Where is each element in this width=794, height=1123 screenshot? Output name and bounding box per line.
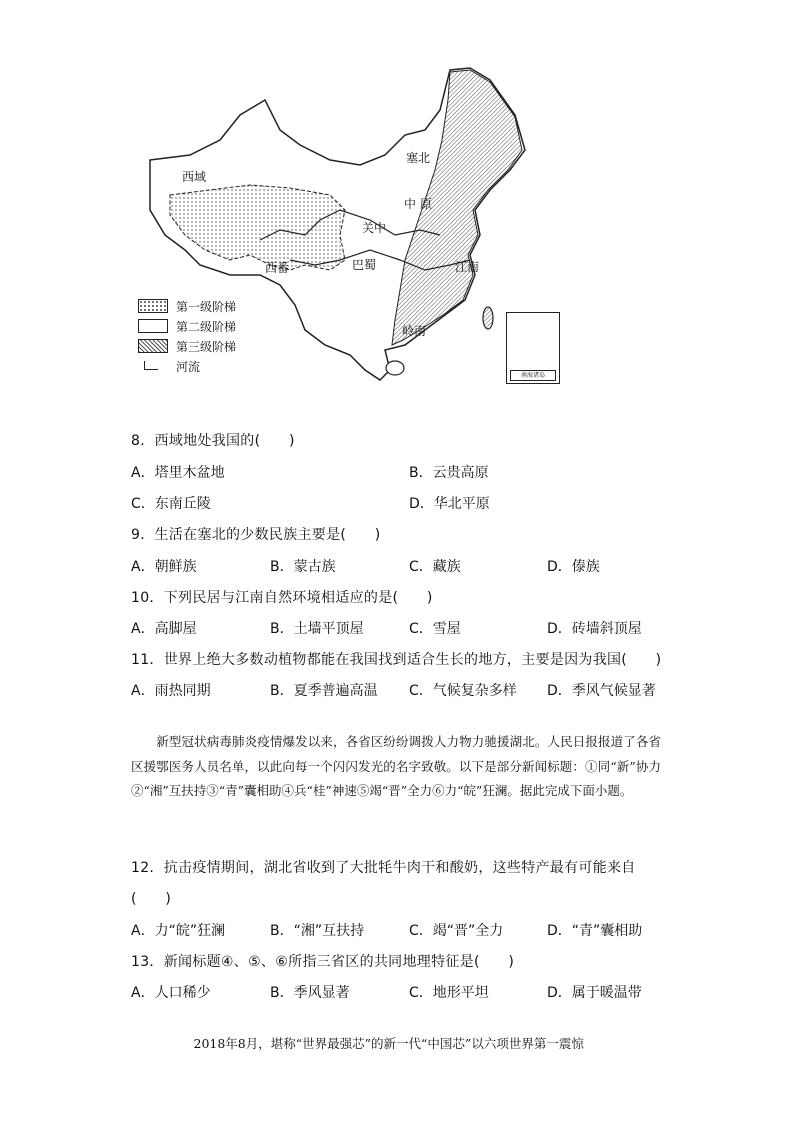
q8-option-c[interactable]: C．东南丘陵 <box>131 496 211 512</box>
label-bashu: 巴蜀 <box>352 258 377 272</box>
q9-option-d[interactable]: D．傣族 <box>547 559 600 575</box>
passage-covid: 新型冠状病毒肺炎疫情爆发以来，各省区纷纷调拨人力物力驰援湖北。人民日报报道了各省区援鄂医务人员名单，以此向每一个闪闪发光的名字致敬。以下是部分新闻标题：①同“新”协力②“湘”互扶持③“青”囊相助④兵“桂”神速⑤竭“晋”全力⑥力“皖”狂澜。据此完成下面小题。 <box>131 734 661 798</box>
label-zhongyuan: 中 原 <box>404 197 432 211</box>
q8-option-a[interactable]: A．塔里木盆地 <box>131 465 225 481</box>
question-12: 12．抗击疫情期间，湖北省收到了大批牦牛肉干和酸奶，这些特产最有可能来自 <box>131 860 636 876</box>
q11-option-b[interactable]: B．夏季普遍高温 <box>270 683 378 699</box>
plain-swatch <box>138 319 168 333</box>
q11-option-c[interactable]: C．气候复杂多样 <box>409 683 517 699</box>
label-jiangnan: 江南 <box>455 260 480 274</box>
q13-option-c[interactable]: C．地形平坦 <box>409 985 489 1001</box>
inset-label: 南海诸岛 <box>510 370 556 381</box>
label-lingnan: 岭南 <box>402 324 427 338</box>
q10-option-c[interactable]: C．雪屋 <box>409 621 461 637</box>
q10-option-b[interactable]: B．土墙平顶屋 <box>270 621 364 637</box>
q11-option-a[interactable]: A．雨热同期 <box>131 683 211 699</box>
q8-option-b[interactable]: B．云贵高原 <box>409 465 489 481</box>
label-guanzhong: 关中 <box>362 221 387 235</box>
question-9: 9．生活在塞北的少数民族主要是( ) <box>131 527 381 543</box>
q10-option-d[interactable]: D．砖墙斜顶屋 <box>547 621 642 637</box>
q12-option-d[interactable]: D．“青”囊相助 <box>547 923 643 939</box>
label-xifan: 西番 <box>265 261 290 275</box>
taiwan-island <box>483 307 493 329</box>
hainan-island <box>386 361 404 375</box>
dotted-swatch <box>138 299 168 313</box>
legend-step2: 第二级阶梯 <box>138 316 236 336</box>
q11-option-d[interactable]: D．季风气候显著 <box>547 683 656 699</box>
q12-option-b[interactable]: B．“湘”互扶持 <box>270 923 365 939</box>
south-china-sea-inset <box>506 312 560 384</box>
question-8: 8．西域地处我国的( ) <box>131 433 295 449</box>
legend-step3: 第三级阶梯 <box>138 336 236 356</box>
q9-option-b[interactable]: B．蒙古族 <box>270 559 336 575</box>
q13-option-a[interactable]: A．人口稀少 <box>131 985 211 1001</box>
q9-option-c[interactable]: C．藏族 <box>409 559 461 575</box>
q8-option-d[interactable]: D．华北平原 <box>409 496 490 512</box>
label-xiyu: 西域 <box>182 170 207 184</box>
q12-option-a[interactable]: A．力“皖”狂澜 <box>131 923 226 939</box>
question-11: 11．世界上绝大多数动植物都能在我国找到适合生长的地方，主要是因为我国( ) <box>131 652 662 668</box>
legend-step1: 第一级阶梯 <box>138 296 236 316</box>
q13-option-b[interactable]: B．季风显著 <box>270 985 350 1001</box>
legend-river: 河流 <box>138 356 236 376</box>
q13-option-d[interactable]: D．属于暖温带 <box>547 985 642 1001</box>
label-saibei: 塞北 <box>406 151 431 165</box>
passage-chip: 2018年8月，堪称“世界最强芯”的新一代“中国芯”以六项世界第一震惊 <box>131 1036 584 1051</box>
river-icon <box>138 359 168 373</box>
question-10: 10．下列民居与江南自然环境相适应的是( ) <box>131 590 433 606</box>
question-13: 13．新闻标题④、⑤、⑥所指三省区的共同地理特征是( ) <box>131 954 515 970</box>
hatched-swatch <box>138 339 168 353</box>
question-12-blank: ( ) <box>131 891 172 907</box>
map-legend <box>138 296 236 376</box>
q10-option-a[interactable]: A．高脚屋 <box>131 621 197 637</box>
q9-option-a[interactable]: A．朝鲜族 <box>131 559 197 575</box>
q12-option-c[interactable]: C．竭“晋”全力 <box>409 923 504 939</box>
